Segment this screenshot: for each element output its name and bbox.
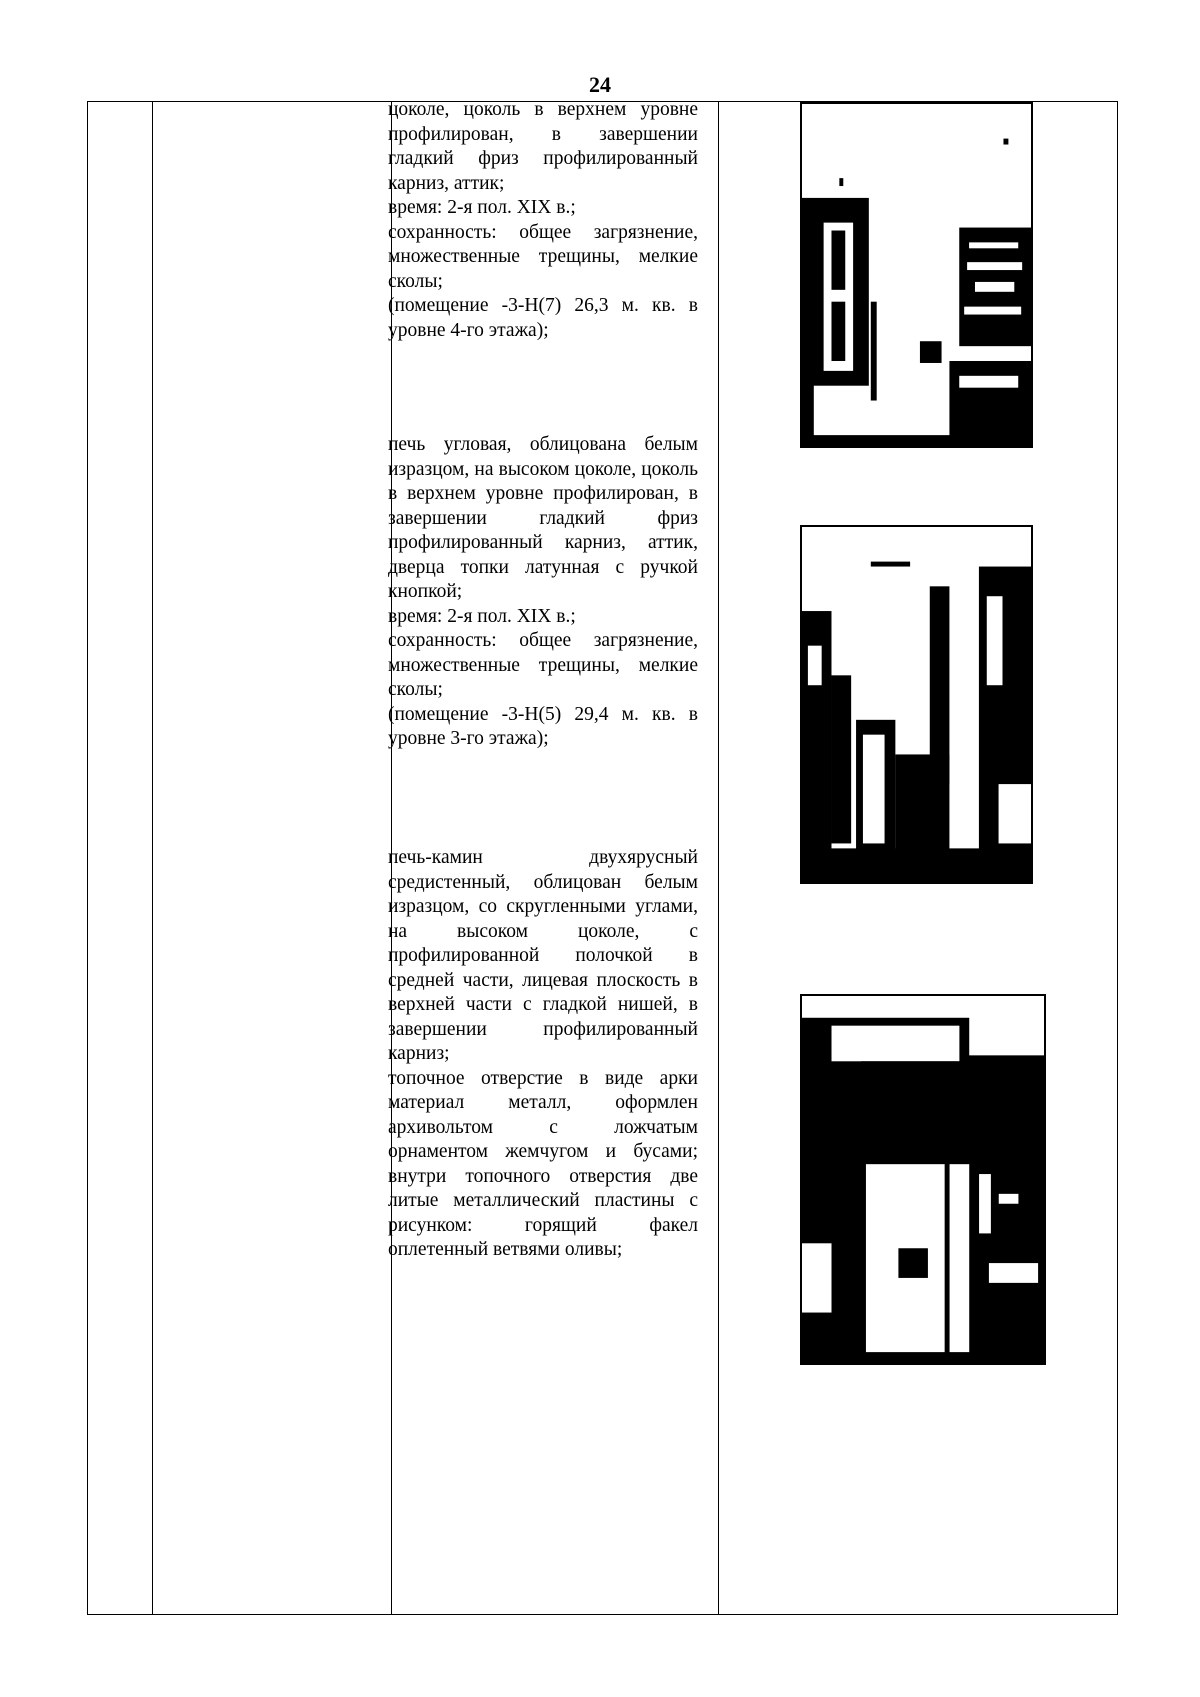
entry-paragraph: печь-камин двухярусный средистенный, облицован белым изразцом, со скругленными углами, на высоком цоколе, с профилированной полочкой в средней части, лицевая плоскость в верхней части с гладкой нишей, в завершении профилированный карниз; [388,847,698,1064]
photo-corner-stove-3rd-floor [800,525,1033,884]
column-divider-1 [152,102,153,1614]
entry-continuation [388,98,698,343]
inventory-table [87,101,1118,1615]
entry-paragraph: печь угловая, облицована белым изразцом, на высоком цоколе, цоколь в верхнем уровне профилирован, в завершении гладкий фриз профилированный карниз, аттик, дверца топки латунная с ручкой кнопкой; [388,434,698,602]
entry-paragraph: время: 2-я пол. XIX в.; [388,197,576,218]
entry-paragraph: (помещение -3-Н(5) 29,4 м. кв. в уровне 3-го этажа); [388,703,698,749]
entry-stove-fireplace [388,846,698,1263]
entry-paragraph: цоколе, цоколь в верхнем уровне профилирован, в завершении гладкий фриз профилированный карниз, аттик; [388,99,698,194]
column-divider-3 [718,102,719,1614]
entry-paragraph: топочное отверстие в виде арки материал металл, оформлен архивольтом с ложчатым орнаментом жемчугом и бусами; внутри топочного отверстия две литые металлический пластины с рисунком: горящий факел оплетенный ветвями оливы; [388,1067,698,1260]
entry-paragraph: сохранность: общее загрязнение, множественные трещины, мелкие сколы; [388,221,698,292]
page-number: 24 [589,72,611,97]
photo-stove-fireplace [800,994,1046,1365]
entry-corner-stove [388,433,698,752]
entry-paragraph: время: 2-я пол. XIX в.; [388,605,576,627]
entry-paragraph: сохранность: общее загрязнение, множественные трещины, мелкие сколы; [388,630,698,700]
photo-stove-room-4th-floor [800,102,1033,448]
entry-paragraph: (помещение -3-Н(7) 26,3 м. кв. в уровне 4-го этажа); [388,295,698,341]
